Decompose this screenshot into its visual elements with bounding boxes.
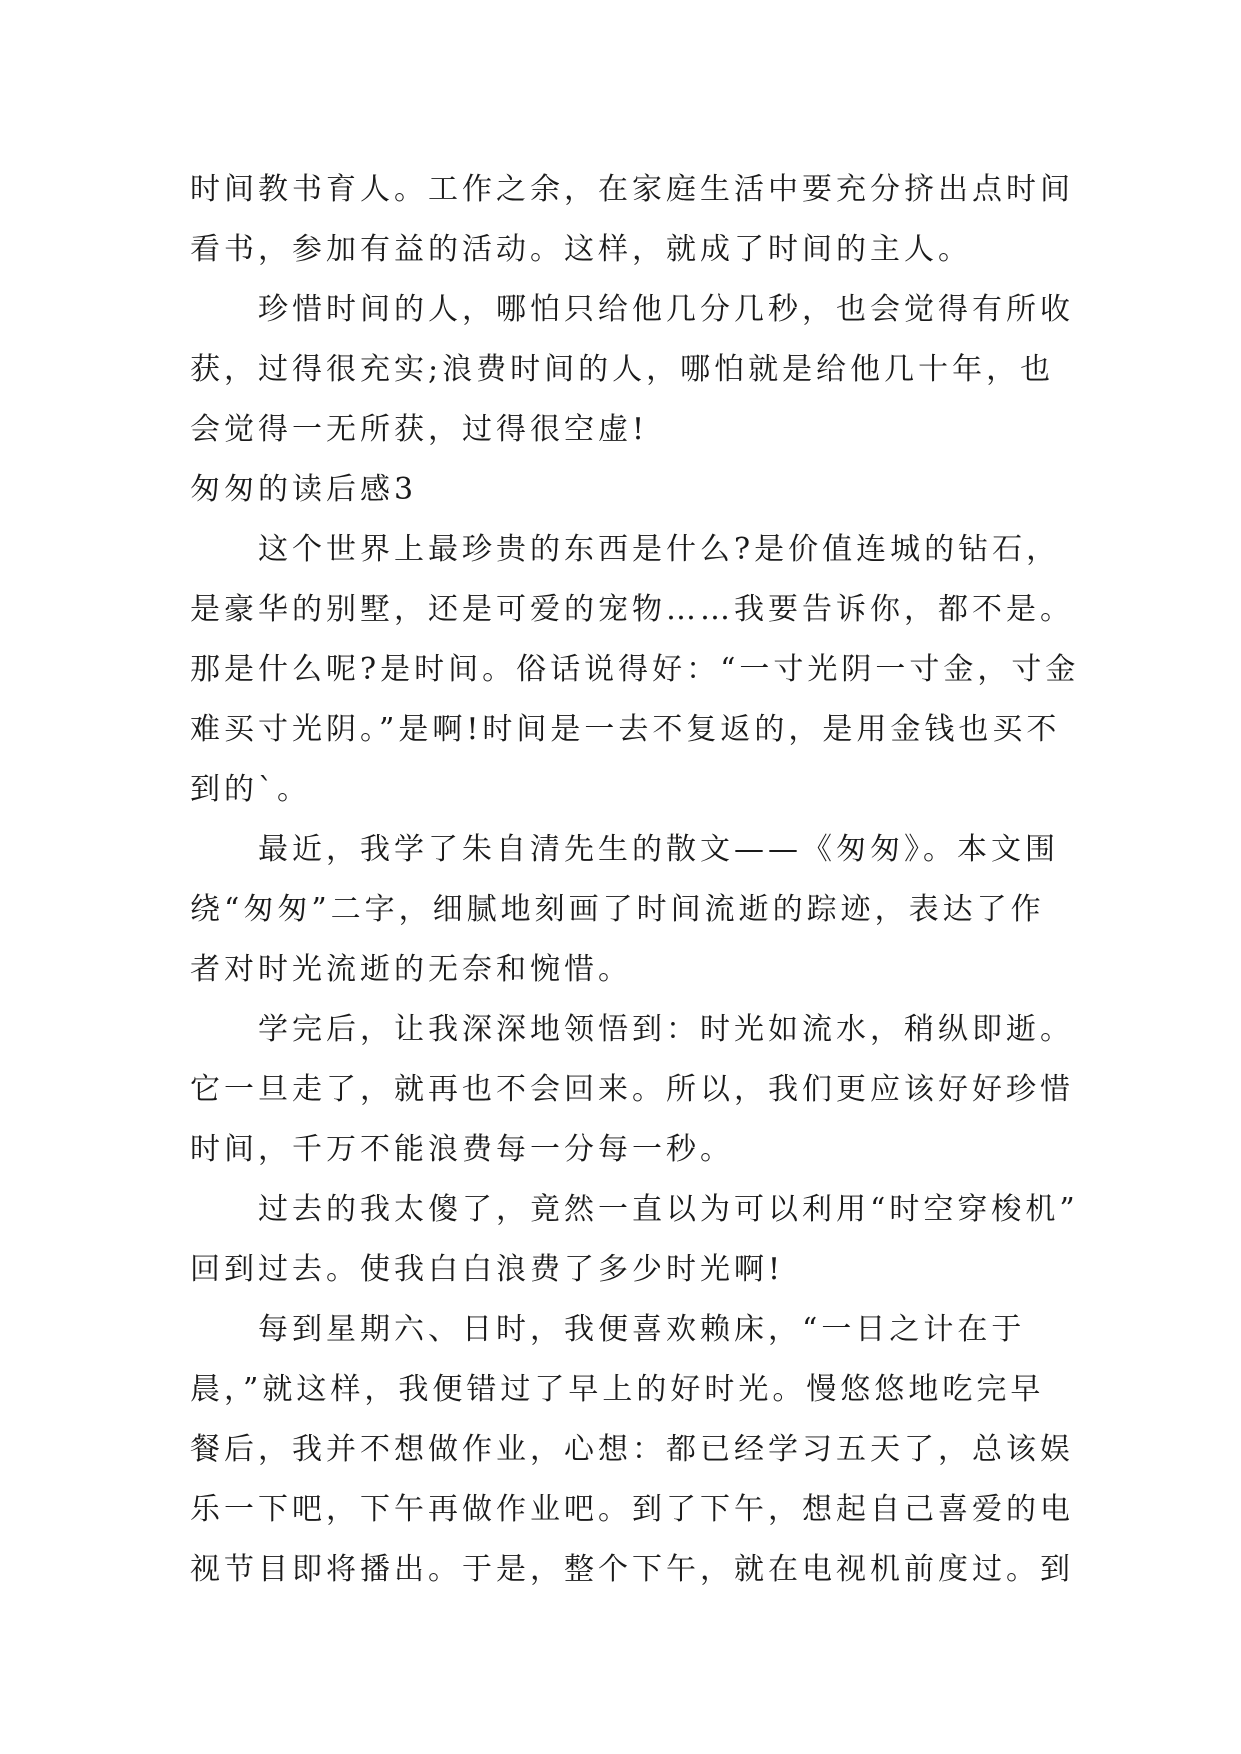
text-line: 它一旦走了，就再也不会回来。所以，我们更应该好好珍惜 bbox=[190, 1072, 1074, 1107]
text-line: 视节目即将播出。于是，整个下午，就在电视机前度过。到 bbox=[190, 1552, 1074, 1587]
text-line: 是豪华的别墅，还是可爱的宠物……我要告诉你，都不是。 bbox=[190, 592, 1074, 627]
text-line: 珍惜时间的人，哪怕只给他几分几秒，也会觉得有所收 bbox=[258, 292, 1074, 327]
text-line: 匆匆的读后感3 bbox=[190, 472, 418, 507]
text-line: 回到过去。使我白白浪费了多少时光啊! bbox=[190, 1252, 785, 1287]
text-line: 时间教书育人。工作之余，在家庭生活中要充分挤出点时间 bbox=[190, 172, 1074, 207]
text-line: 获，过得很充实;浪费时间的人，哪怕就是给他几十年，也 bbox=[190, 352, 1055, 387]
text-line: 会觉得一无所获，过得很空虚! bbox=[190, 412, 649, 447]
text-line: 那是什么呢?是时间。俗话说得好：“一寸光阴一寸金，寸金 bbox=[190, 652, 1080, 687]
text-line: 最近，我学了朱自清先生的散文——《匆匆》。本文围 bbox=[258, 832, 1059, 867]
document-body bbox=[190, 160, 1080, 1600]
text-line: 绕“匆匆”二字，细腻地刻画了时间流逝的踪迹，表达了作 bbox=[190, 892, 1045, 927]
text-line: 这个世界上最珍贵的东西是什么?是价值连城的钻石， bbox=[258, 532, 1061, 567]
text-line: 学完后，让我深深地领悟到：时光如流水，稍纵即逝。 bbox=[258, 1012, 1074, 1047]
text-line: 看书，参加有益的活动。这样，就成了时间的主人。 bbox=[190, 232, 972, 267]
text-line: 每到星期六、日时，我便喜欢赖床，“一日之计在于 bbox=[258, 1312, 1026, 1347]
text-line: 过去的我太傻了，竟然一直以为可以利用“时空穿梭机” bbox=[258, 1192, 1079, 1227]
text-line: 者对时光流逝的无奈和惋惜。 bbox=[190, 952, 632, 987]
text-line: 到的`。 bbox=[190, 772, 311, 807]
text-line: 乐一下吧，下午再做作业吧。到了下午，想起自己喜爱的电 bbox=[190, 1492, 1074, 1527]
text-line: 时间，千万不能浪费每一分每一秒。 bbox=[190, 1132, 734, 1167]
text-line: 晨，”就这样，我便错过了早上的好时光。慢悠悠地吃完早 bbox=[190, 1372, 1045, 1407]
text-line: 餐后，我并不想做作业，心想：都已经学习五天了，总该娱 bbox=[190, 1432, 1074, 1467]
text-line: 难买寸光阴。”是啊!时间是一去不复返的，是用金钱也买不 bbox=[190, 712, 1061, 747]
